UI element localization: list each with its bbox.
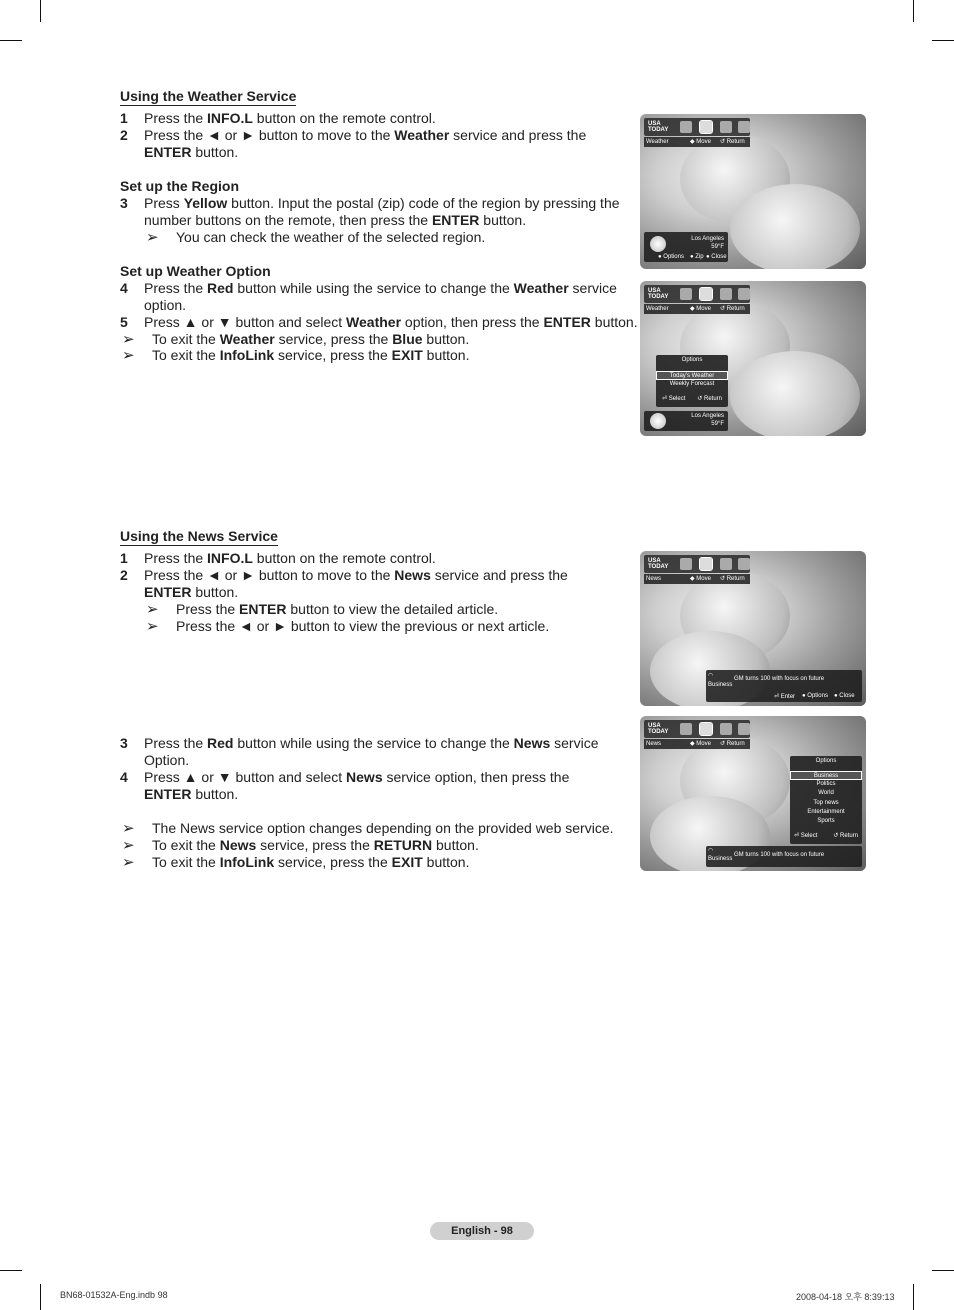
weather-step3-text: Press Yellow button. Input the postal (zip) code of the region by pressing the	[144, 195, 620, 211]
menu-item-entertainment[interactable]: Entertainment	[807, 809, 845, 815]
options-button[interactable]: ● Options	[658, 254, 684, 260]
crop-mark	[40, 0, 41, 22]
options-button[interactable]: ● Options	[802, 693, 828, 699]
weather-panel	[644, 411, 728, 431]
service-info-bar	[644, 739, 750, 749]
step-number: 4	[120, 280, 128, 296]
crop-mark	[40, 1284, 41, 1310]
weather-panel	[644, 232, 728, 262]
service-info-bar	[644, 137, 750, 147]
page-number: English - 98	[430, 1222, 534, 1240]
news-step1-text: Press the INFO.L button on the remote control.	[144, 550, 436, 566]
select-hint: ⏎ Select	[662, 396, 686, 402]
news-step3-text-cont: Option.	[144, 752, 190, 768]
usa-today-logo: USA TODAY	[648, 723, 669, 735]
return-hint: ↺ Return	[720, 306, 745, 312]
menu-item-world[interactable]: World	[818, 790, 834, 796]
news-headline[interactable]: GM turns 100 with focus on future	[734, 852, 825, 858]
news-options-screenshot	[640, 716, 866, 871]
service-name: News	[646, 741, 662, 747]
news-section-heading: Using the News Service	[120, 528, 278, 544]
weather-service-icon[interactable]	[700, 121, 712, 133]
news-note: To exit the InfoLink service, press the EXIT button.	[152, 854, 470, 870]
step-number: 2	[120, 127, 128, 143]
return-hint: ↺ Return	[833, 833, 858, 839]
option-subheading: Set up Weather Option	[120, 263, 271, 279]
temperature: 59°F	[711, 244, 724, 250]
news-step2-note: Press the ◄ or ► button to view the previous or next article.	[176, 618, 550, 634]
weather-step5-text: Press ▲ or ▼ button and select Weather option, then press the ENTER button.	[144, 314, 638, 330]
weather-service-icon[interactable]	[700, 288, 712, 300]
settings-service-icon[interactable]	[738, 121, 750, 133]
note-arrow-icon: ➢	[122, 347, 135, 364]
weather-options-screenshot	[640, 281, 866, 436]
sun-icon	[650, 413, 666, 429]
temperature: 59°F	[711, 421, 724, 427]
move-hint: ◆ Move	[690, 306, 711, 312]
return-hint: ↺ Return	[697, 396, 722, 402]
options-menu	[790, 756, 862, 844]
weather-step2-text-cont: ENTER button.	[144, 144, 239, 160]
region-subheading: Set up the Region	[120, 178, 239, 194]
step-number: 3	[120, 195, 128, 211]
news-category: Business	[708, 682, 733, 688]
usa-today-logo: USA TODAY	[648, 558, 669, 570]
note-arrow-icon: ➢	[146, 618, 159, 635]
news-step2-text: Press the ◄ or ► button to move to the News service and press the	[144, 567, 568, 583]
note-arrow-icon: ➢	[122, 854, 135, 871]
close-button[interactable]: ● Close	[706, 254, 727, 260]
news-step2-text-cont: ENTER button.	[144, 584, 239, 600]
footer-filename: BN68-01532A-Eng.indb 98	[60, 1290, 168, 1300]
step-number: 1	[120, 110, 128, 126]
settings-service-icon[interactable]	[738, 288, 750, 300]
weather-step1-text: Press the INFO.L button on the remote control.	[144, 110, 436, 126]
news-service-icon[interactable]	[700, 723, 712, 735]
weather-note: To exit the Weather service, press the Blue button.	[152, 331, 470, 347]
news-step2-note: Press the ENTER button to view the detailed article.	[176, 601, 499, 617]
photo-service-icon[interactable]	[680, 288, 692, 300]
move-hint: ◆ Move	[690, 139, 711, 145]
crop-mark	[0, 1270, 22, 1271]
news-globe-icon: ◠	[708, 848, 714, 854]
photo-service-icon[interactable]	[680, 558, 692, 570]
bear-image	[730, 351, 860, 436]
note-arrow-icon: ➢	[146, 229, 159, 246]
move-hint: ◆ Move	[690, 741, 711, 747]
service-name: News	[646, 576, 662, 582]
menu-item-weekly-forecast[interactable]: Weekly Forecast	[669, 381, 715, 387]
city-name: Los Angeles	[691, 413, 724, 419]
bear-image	[730, 184, 860, 269]
settings-service-icon[interactable]	[738, 723, 750, 735]
note-arrow-icon: ➢	[122, 820, 135, 837]
crop-mark	[0, 40, 22, 41]
options-menu	[656, 355, 728, 407]
weather-step4-text: Press the Red button while using the service to change the Weather service	[144, 280, 617, 296]
news-category: Business	[708, 856, 733, 862]
service-bar	[644, 285, 750, 303]
crop-mark	[913, 0, 914, 22]
news-step3-text: Press the Red button while using the service to change the News service	[144, 735, 599, 751]
news-screenshot	[640, 551, 866, 706]
news-step4-text-cont: ENTER button.	[144, 786, 239, 802]
news-step4-text: Press ▲ or ▼ button and select News service option, then press the	[144, 769, 570, 785]
service-bar	[644, 720, 750, 738]
usa-today-logo: USA TODAY	[648, 288, 669, 300]
select-hint: ⏎ Select	[794, 833, 818, 839]
service-bar	[644, 555, 750, 573]
stock-service-icon[interactable]	[720, 558, 732, 570]
service-info-bar	[644, 574, 750, 584]
sun-icon	[650, 236, 666, 252]
return-hint: ↺ Return	[720, 139, 745, 145]
options-title: Options	[815, 758, 837, 764]
photo-service-icon[interactable]	[680, 121, 692, 133]
settings-service-icon[interactable]	[738, 558, 750, 570]
weather-section-heading: Using the Weather Service	[120, 88, 297, 104]
step-number: 4	[120, 769, 128, 785]
step-number: 2	[120, 567, 128, 583]
crop-mark	[932, 40, 954, 41]
service-info-bar	[644, 304, 750, 314]
news-panel	[706, 670, 862, 702]
stock-service-icon[interactable]	[720, 288, 732, 300]
news-note: The News service option changes depending on the provided web service.	[152, 820, 614, 836]
service-bar	[644, 118, 750, 136]
weather-step2-text: Press the ◄ or ► button to move to the Weather service and press the	[144, 127, 587, 143]
service-name: Weather	[646, 306, 669, 312]
step-number: 3	[120, 735, 128, 751]
menu-item-sports[interactable]: Sports	[817, 818, 835, 824]
city-name: Los Angeles	[691, 236, 724, 242]
menu-item-top-news[interactable]: Top news	[813, 800, 839, 806]
weather-step3-text-cont: number buttons on the remote, then press the ENTER button.	[144, 212, 527, 228]
enter-hint: ⏎ Enter	[774, 694, 796, 700]
move-hint: ◆ Move	[690, 576, 711, 582]
note-arrow-icon: ➢	[146, 601, 159, 618]
options-title: Options	[681, 357, 703, 363]
weather-step4-text-cont: option.	[144, 297, 187, 313]
close-button[interactable]: ● Close	[834, 693, 855, 699]
stock-service-icon[interactable]	[720, 121, 732, 133]
menu-item-business[interactable]: Business	[790, 771, 862, 780]
zip-button[interactable]: ● Zip	[690, 254, 704, 260]
step-number: 1	[120, 550, 128, 566]
weather-note: To exit the InfoLink service, press the EXIT button.	[152, 347, 470, 363]
news-headline[interactable]: GM turns 100 with focus on future	[734, 676, 825, 682]
menu-item-todays-weather[interactable]: Today's Weather	[656, 371, 728, 380]
note-arrow-icon: ➢	[122, 331, 135, 348]
crop-mark	[932, 1270, 954, 1271]
photo-service-icon[interactable]	[680, 723, 692, 735]
crop-mark	[913, 1284, 914, 1310]
return-hint: ↺ Return	[720, 741, 745, 747]
note-arrow-icon: ➢	[122, 837, 135, 854]
stock-service-icon[interactable]	[720, 723, 732, 735]
menu-item-politics[interactable]: Politics	[816, 781, 836, 787]
news-note: To exit the News service, press the RETURN button.	[152, 837, 479, 853]
service-name: Weather	[646, 139, 669, 145]
return-hint: ↺ Return	[720, 576, 745, 582]
news-panel	[706, 846, 862, 867]
usa-today-logo: USA TODAY	[648, 121, 669, 133]
footer-timestamp: 2008-04-18 오후 8:39:13	[796, 1292, 895, 1302]
news-globe-icon: ◠	[708, 673, 714, 679]
weather-step3-note: You can check the weather of the selected region.	[176, 229, 486, 245]
weather-screenshot	[640, 114, 866, 269]
step-number: 5	[120, 314, 128, 330]
news-service-icon[interactable]	[700, 558, 712, 570]
